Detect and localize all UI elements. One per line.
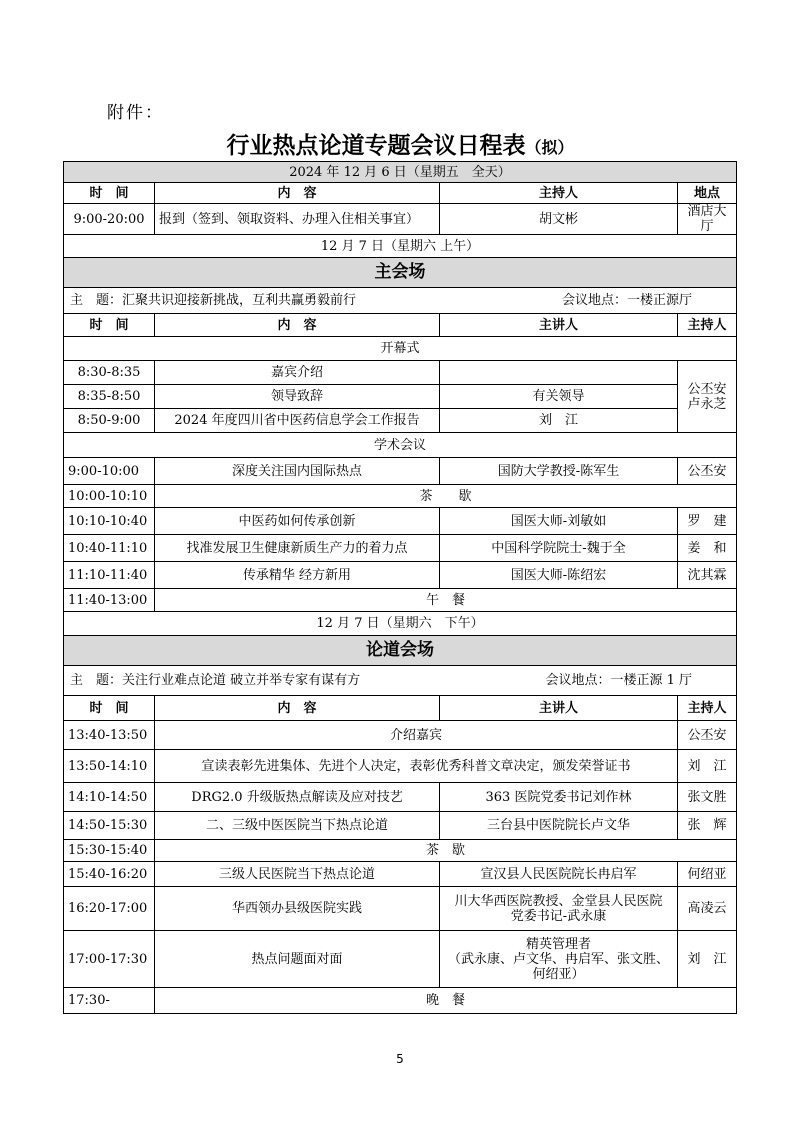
break-row (64, 485, 737, 508)
header-host: 主持人 (678, 696, 737, 721)
speaker-cell: 国医大师-刘敏如 (440, 508, 678, 535)
host-cell: 姜 和 (678, 535, 737, 562)
table-row (64, 812, 737, 840)
time-cell: 8:30-8:35 (64, 361, 155, 385)
host-cell: 罗 建 (678, 508, 737, 535)
date-row (64, 162, 737, 183)
table-row (64, 204, 737, 235)
header-content: 内 容 (155, 314, 440, 337)
content-cell: DRG2.0 升级版热点解读及应对技艺 (155, 783, 440, 812)
time-cell: 13:40-13:50 (64, 721, 155, 750)
content-cell: 宣读表彰先进集体、先进个人决定，表彰优秀科普文章决定，颁发荣誉证书 (155, 750, 678, 783)
table-row (64, 931, 737, 988)
break-cell: 茶 歇 (155, 840, 737, 862)
break-cell: 午 餐 (155, 589, 737, 612)
speaker-cell: 363 医院党委书记刘作林 (440, 783, 678, 812)
speaker-cell: 精英管理者 （武永康、卢文华、冉启军、张文胜、 何绍亚） (440, 931, 678, 988)
theme-label: 主 题：汇聚共识迎接新挑战，互利共赢勇毅前行 (70, 293, 357, 308)
speaker-cell: 三台县中医院院长卢文华 (440, 812, 678, 840)
header-time: 时 间 (64, 314, 155, 337)
content-cell: 报到（签到、领取资料、办理入住相关事宜） (155, 204, 440, 235)
banner-row (64, 258, 737, 288)
date-row-cell: 12 月 7 日（星期六 下午） (64, 612, 737, 636)
table-row (64, 783, 737, 812)
time-cell: 9:00-20:00 (64, 204, 155, 235)
break-row (64, 988, 737, 1014)
table-row (64, 887, 737, 931)
header-row (64, 696, 737, 721)
time-cell: 8:50-9:00 (64, 409, 155, 433)
host-cell: 公丕安 卢永芝 (678, 361, 737, 433)
time-cell: 17:30- (64, 988, 155, 1014)
header-content: 内 容 (155, 696, 440, 721)
document-title (0, 127, 800, 160)
section-label: 学术会议 (64, 433, 737, 458)
venue-banner: 论道会场 (64, 636, 737, 666)
time-cell: 11:10-11:40 (64, 562, 155, 589)
header-speaker: 主讲人 (440, 696, 678, 721)
header-place: 地点 (678, 183, 737, 204)
header-speaker: 主讲人 (440, 314, 678, 337)
time-cell: 10:00-10:10 (64, 485, 155, 508)
time-cell: 14:50-15:30 (64, 812, 155, 840)
speaker-cell: 川大华西医院教授、金堂县人民医院 党委书记-武永康 (440, 887, 678, 931)
speaker-cell (440, 361, 678, 385)
time-cell: 9:00-10:00 (64, 458, 155, 485)
table-row (64, 721, 737, 750)
header-host: 主持人 (440, 183, 678, 204)
theme-row (64, 666, 737, 696)
speaker-cell: 国医大师-陈绍宏 (440, 562, 678, 589)
theme-cell (64, 666, 737, 696)
schedule-table (63, 161, 737, 1014)
title-main: 行业热点论道专题会议日程表 (226, 133, 526, 159)
host-cell: 张文胜 (678, 783, 737, 812)
section-row (64, 433, 737, 458)
break-row (64, 589, 737, 612)
time-cell: 11:40-13:00 (64, 589, 155, 612)
speaker-cell: 有关领导 (440, 385, 678, 409)
content-cell: 嘉宾介绍 (155, 361, 440, 385)
time-cell: 14:10-14:50 (64, 783, 155, 812)
host-cell: 胡文彬 (440, 204, 678, 235)
content-cell: 介绍嘉宾 (155, 721, 678, 750)
host-cell: 沈其霖 (678, 562, 737, 589)
content-cell: 三级人民医院当下热点论道 (155, 862, 440, 887)
time-cell: 10:40-11:10 (64, 535, 155, 562)
time-cell: 13:50-14:10 (64, 750, 155, 783)
attachment-label: 附件： (107, 103, 164, 123)
content-cell: 华西领办县级医院实践 (155, 887, 440, 931)
content-cell: 热点问题面对面 (155, 931, 440, 988)
theme-row (64, 288, 737, 314)
content-cell: 深度关注国内国际热点 (155, 458, 440, 485)
time-cell: 8:35-8:50 (64, 385, 155, 409)
time-cell: 15:40-16:20 (64, 862, 155, 887)
venue-label: 会议地点：一楼正源厅 (561, 293, 692, 308)
table-row (64, 750, 737, 783)
table-row (64, 535, 737, 562)
break-cell: 茶 歇 (155, 485, 737, 508)
host-cell: 张 辉 (678, 812, 737, 840)
date-row (64, 235, 737, 258)
speaker-cell: 宣汉县人民医院院长冉启军 (440, 862, 678, 887)
time-cell: 10:10-10:40 (64, 508, 155, 535)
host-cell: 刘 江 (678, 750, 737, 783)
table-row (64, 361, 737, 385)
break-cell: 晚 餐 (155, 988, 737, 1014)
venue-banner: 主会场 (64, 258, 737, 288)
page-number: 5 (396, 1052, 404, 1066)
date-row-cell: 2024 年 12 月 6 日（星期五 全天） (64, 162, 737, 183)
header-host: 主持人 (678, 314, 737, 337)
table-row (64, 458, 737, 485)
host-cell: 刘 江 (678, 931, 737, 988)
section-row (64, 337, 737, 361)
section-label: 开幕式 (64, 337, 737, 361)
table-row (64, 508, 737, 535)
content-cell: 中医药如何传承创新 (155, 508, 440, 535)
place-cell: 酒店大厅 (678, 204, 737, 235)
header-content: 内 容 (155, 183, 440, 204)
speaker-cell: 国防大学教授-陈军生 (440, 458, 678, 485)
theme-label: 主 题：关注行业难点论道 破立并举专家有谋有方 (70, 673, 361, 688)
table-row (64, 562, 737, 589)
host-cell: 公丕安 (678, 721, 737, 750)
table-row (64, 409, 737, 433)
header-time: 时 间 (64, 696, 155, 721)
theme-cell (64, 288, 737, 314)
host-cell: 高凌云 (678, 887, 737, 931)
content-cell: 找准发展卫生健康新质生产力的着力点 (155, 535, 440, 562)
time-cell: 15:30-15:40 (64, 840, 155, 862)
content-cell: 传承精华 经方新用 (155, 562, 440, 589)
date-row (64, 612, 737, 636)
date-row-cell: 12 月 7 日（星期六 上午） (64, 235, 737, 258)
header-row (64, 183, 737, 204)
header-time: 时 间 (64, 183, 155, 204)
content-cell: 2024 年度四川省中医药信息学会工作报告 (155, 409, 440, 433)
content-cell: 二、三级中医医院当下热点论道 (155, 812, 440, 840)
content-cell: 领导致辞 (155, 385, 440, 409)
table-row (64, 385, 737, 409)
header-row (64, 314, 737, 337)
time-cell: 16:20-17:00 (64, 887, 155, 931)
host-cell: 公丕安 (678, 458, 737, 485)
banner-row (64, 636, 737, 666)
break-row (64, 840, 737, 862)
title-note: （拟） (525, 138, 574, 157)
table-row (64, 862, 737, 887)
time-cell: 17:00-17:30 (64, 931, 155, 988)
host-cell: 何绍亚 (678, 862, 737, 887)
speaker-cell: 中国科学院院士-魏于全 (440, 535, 678, 562)
speaker-cell: 刘 江 (440, 409, 678, 433)
venue-label: 会议地点：一楼正源 1 厅 (545, 673, 692, 688)
